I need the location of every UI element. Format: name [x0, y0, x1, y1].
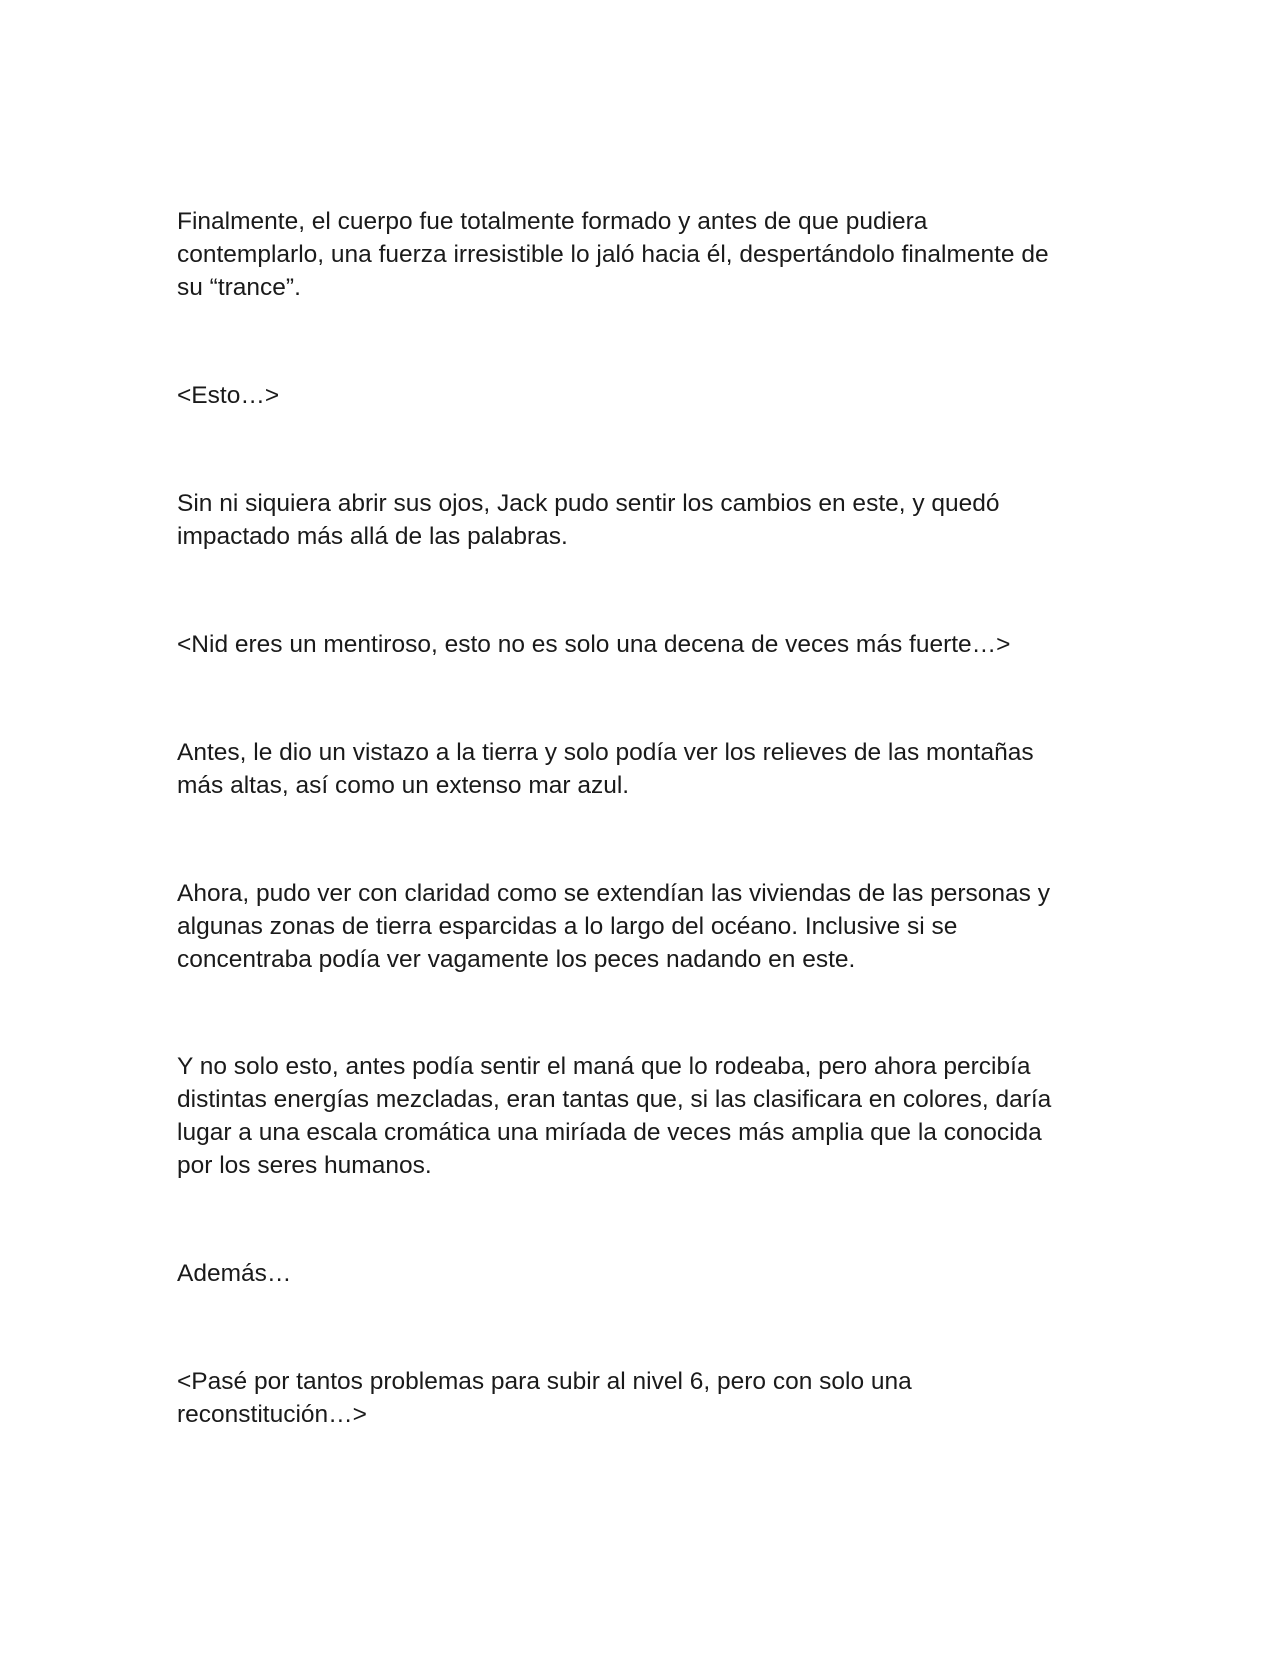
paragraph: Antes, le dio un vistazo a la tierra y solo podía ver los relieves de las montañas más altas, así como un extenso mar azul. — [177, 739, 1034, 799]
paragraph: Y no solo esto, antes podía sentir el maná que lo rodeaba, pero ahora percibía distintas energías mezcladas, eran tantas que, si las clasificara en colores, daría lugar a una escala cromática una miríada de veces más amplia que la conocida por los seres humanos. — [177, 1053, 1052, 1179]
paragraph: Además… — [177, 1260, 292, 1287]
paragraph: Ahora, pudo ver con claridad como se extendían las viviendas de las personas y algunas zonas de tierra esparcidas a lo largo del océano. Inclusive si se concentraba podía ver vagamente los peces nadando en este. — [177, 880, 1050, 973]
paragraph: <Esto…> — [177, 382, 280, 409]
paragraph: Sin ni siquiera abrir sus ojos, Jack pudo sentir los cambios en este, y quedó impactado más allá de las palabras. — [177, 490, 1000, 550]
paragraph: Finalmente, el cuerpo fue totalmente formado y antes de que pudiera contemplarlo, una fuerza irresistible lo jaló hacia él, despertándolo finalmente de su “trance”. — [177, 208, 1049, 301]
paragraph: <Nid eres un mentiroso, esto no es solo una decena de veces más fuerte…> — [177, 631, 1011, 658]
paragraph: <Pasé por tantos problemas para subir al nivel 6, pero con solo una reconstitución…> — [177, 1368, 912, 1428]
